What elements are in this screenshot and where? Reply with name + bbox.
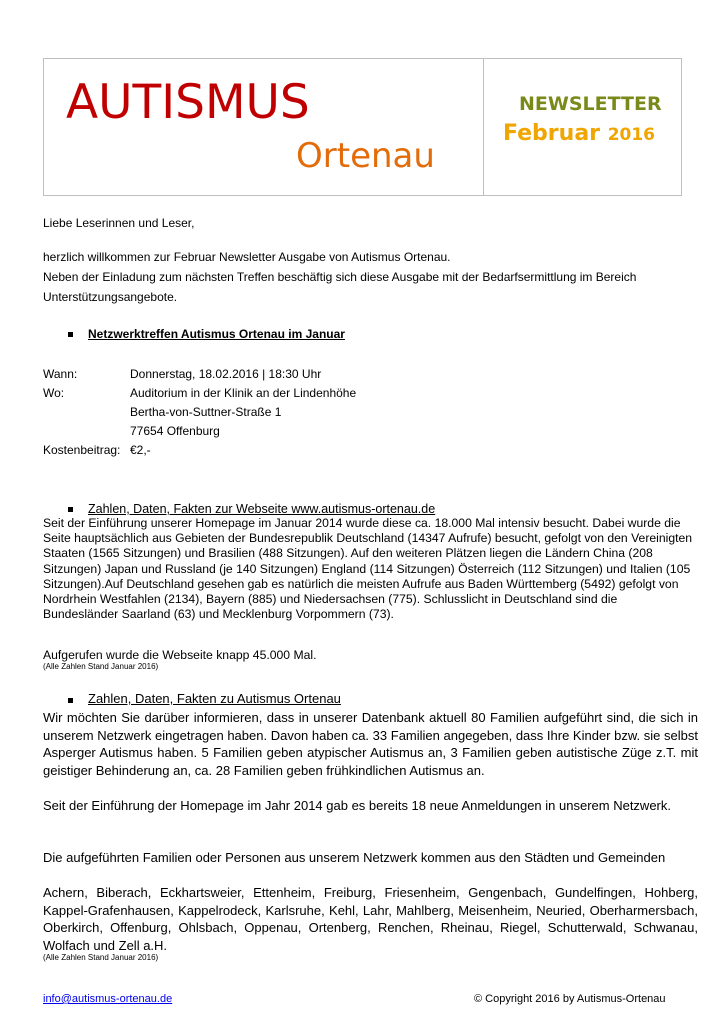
intro-line-1: herzlich willkommen zur Februar Newsletter Ausgabe von Autismus Ortenau. <box>43 250 451 264</box>
bullet-icon <box>68 507 73 512</box>
section3-body-2: Seit der Einführung der Homepage im Jahr 2014 gab es bereits 18 neue Anmeldungen in unserem Netzwerk. <box>43 798 671 813</box>
section3-towns: Achern, Biberach, Eckhartsweier, Ettenheim, Freiburg, Friesenheim, Gengenbach, Gundelfingen, Hohberg, Kappel-Grafenhausen, Kappelrodeck, Karlsruhe, Kehl, Lahr, Mahlberg, Meisenheim, Neuried, Oberharmersbach, Oberkirch, Offenburg, Ohlsbach, Oppenau, Ortenberg, Renchen, Rheinau, Riegel, Schutterwald, Schwanau, Wolfach und Zell a.H. <box>43 885 698 953</box>
section3-note: (Alle Zahlen Stand Januar 2016) <box>43 953 159 962</box>
newsletter-label: NEWSLETTER <box>519 93 662 115</box>
greeting: Liebe Leserinnen und Leser, <box>43 216 195 230</box>
section2-note: (Alle Zahlen Stand Januar 2016) <box>43 662 159 671</box>
newsletter-year: 2016 <box>607 125 656 145</box>
when-label: Wann: <box>43 367 78 381</box>
logo-autismus: AUTISMUS <box>66 75 310 130</box>
intro-line-2: Neben der Einladung zum nächsten Treffen beschäftig sich diese Ausgabe mit der Bedarfsermittlung im Bereich <box>43 270 637 284</box>
section3-body-1: Wir möchten Sie darüber informieren, dass in unserer Datenbank aktuell 80 Familien aufgeführt sind, die sich in unserem Netzwerk eingetragen haben. Davon haben ca. 33 Familien angegeben, dass Ihre Kinder bzw. sie selbst Asperger Autismus haben. 5 Familien geben atypischer Autismus an, 3 Familien geben autistische Züge z.T. mit geistiger Behinderung an, ca. 28 Familien geben frühkindlichen Autismus an. <box>43 710 698 778</box>
section2-body: Seit der Einführung unserer Homepage im Januar 2014 wurde diese ca. 18.000 Mal intensiv besucht. Dabei wurde die Seite hauptsächlich aus Gebieten der Bundesrepublik Deutschland (14347 Aufrufe) besucht, gefolgt von den Vereinigten Staaten (1565 Sitzungen) und Brasilien (488 Sitzungen). Auf den weiteren Plätzen liegen die Ländern China (208 Sitzungen) Japan und Russland (je 140 Sitzungen) England (114 Sitzungen) Österreich (112 Sitzungen) und Italien (105 Sitzungen).Auf Deutschland gesehen gab es natürlich die meisten Aufrufe aus Baden Württemberg (5492) gefolgt von Nordrhein Westfahlen (2134), Bayern (885) und Niedersachsen (775). Schlusslicht in Deutschland sind die Bundesländer Saarland (63) und Mecklenburg Vorpommern (73). <box>43 516 693 622</box>
section2-heading: Zahlen, Daten, Fakten zur Webseite www.autismus-ortenau.de <box>88 502 436 516</box>
section1-heading: Netzwerktreffen Autismus Ortenau im Januar <box>88 327 345 341</box>
when-value: Donnerstag, 18.02.2016 | 18:30 Uhr <box>130 367 322 381</box>
header-divider <box>483 59 484 195</box>
copyright-notice: © Copyright 2016 by Autismus-Ortenau <box>474 993 666 1005</box>
bullet-icon <box>68 698 73 703</box>
contact-email-link[interactable]: info@autismus-ortenau.de <box>43 993 173 1005</box>
section3-heading: Zahlen, Daten, Fakten zu Autismus Ortenau <box>88 691 341 706</box>
logo-ortenau: Ortenau <box>296 136 435 176</box>
section2-closing: Aufgerufen wurde die Webseite knapp 45.000 Mal. <box>43 648 317 662</box>
newsletter-month: Februar <box>503 121 601 146</box>
cost-value: €2,- <box>130 443 151 457</box>
intro-line-3: Unterstützungsangebote. <box>43 290 178 304</box>
section3-body-3: Die aufgeführten Familien oder Personen aus unserem Netzwerk kommen aus den Städten und Gemeinden <box>43 850 666 865</box>
bullet-icon <box>68 332 73 337</box>
newsletter-date <box>503 123 655 145</box>
newsletter-header <box>43 58 682 196</box>
where-line-3: 77654 Offenburg <box>130 424 220 438</box>
cost-label: Kostenbeitrag: <box>43 443 121 457</box>
where-line-2: Bertha-von-Suttner-Straße 1 <box>130 405 282 419</box>
where-line-1: Auditorium in der Klinik an der Lindenhöhe <box>130 386 357 400</box>
where-label: Wo: <box>43 386 65 400</box>
